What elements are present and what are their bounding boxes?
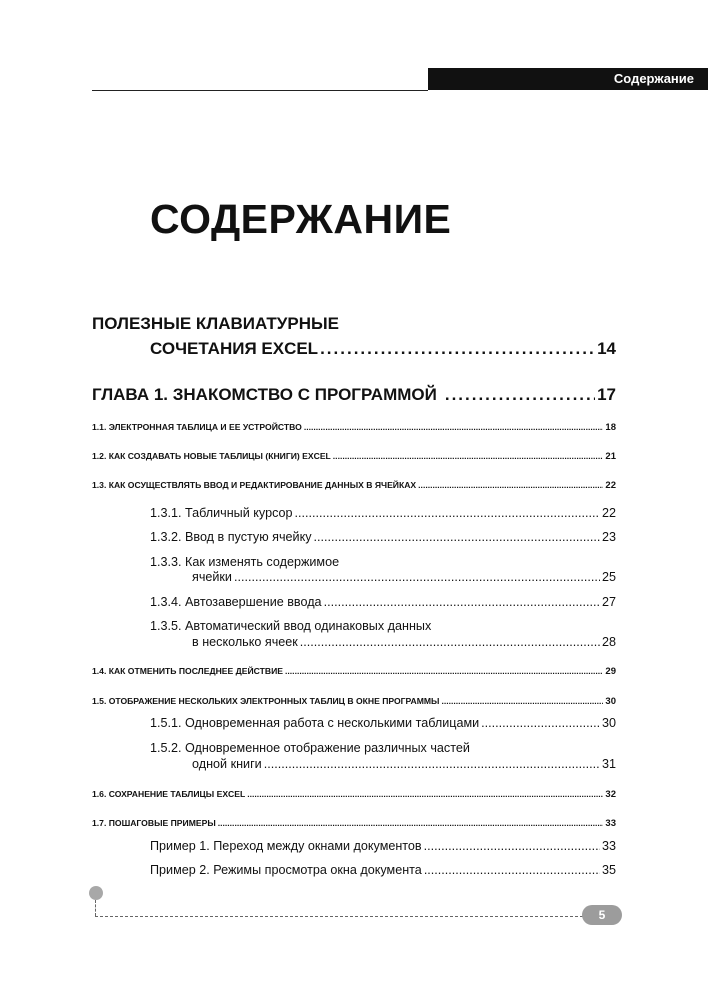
toc-subsection-title: ячейки	[192, 570, 232, 584]
toc-page-number: 25	[601, 570, 616, 584]
leader-dots	[218, 818, 604, 828]
toc-subsection-title: Пример 2. Режимы просмотра окна документа	[150, 863, 422, 877]
toc-page-number: 28	[601, 635, 616, 649]
toc-subsection-title-line1[interactable]: 1.3.5. Автоматический ввод одинаковых данных	[150, 619, 432, 633]
toc-subsection-entry[interactable]	[150, 595, 616, 609]
toc-chapter-title: ГЛАВА 1. ЗНАКОМСТВО С ПРОГРАММОЙ	[92, 385, 437, 404]
toc-section-entry[interactable]	[92, 789, 616, 800]
toc-page-number: 18	[605, 422, 616, 433]
leader-dots	[314, 530, 600, 544]
toc-section-title: 1.5. ОТОБРАЖЕНИЕ НЕСКОЛЬКИХ ЭЛЕКТРОННЫХ ТАБЛИЦ В ОКНЕ ПРОГРАММЫ	[92, 696, 440, 706]
toc-section-entry[interactable]	[92, 818, 616, 829]
toc-page-number: 14	[597, 339, 616, 358]
toc-section-title: 1.2. КАК СОЗДАВАТЬ НОВЫЕ ТАБЛИЦЫ (КНИГИ) EXCEL	[92, 451, 331, 461]
toc-page-number: 33	[605, 818, 616, 829]
leader-dots	[418, 480, 603, 490]
toc-page-number: 23	[601, 530, 616, 544]
toc-page-number: 35	[601, 863, 616, 877]
toc-section-entry[interactable]	[92, 422, 616, 433]
toc-page-number: 29	[605, 666, 616, 677]
leader-dots	[320, 339, 595, 359]
toc-subsection-title: 1.3.2. Ввод в пустую ячейку	[150, 530, 312, 544]
toc-section-entry[interactable]	[92, 666, 616, 677]
toc-part-title-line1[interactable]: ПОЛЕЗНЫЕ КЛАВИАТУРНЫЕ	[92, 314, 339, 333]
footer-dashed-vertical-line	[95, 900, 96, 916]
toc-section-title: 1.3. КАК ОСУЩЕСТВЛЯТЬ ВВОД И РЕДАКТИРОВАНИЕ ДАННЫХ В ЯЧЕЙКАХ	[92, 480, 417, 490]
toc-section-entry[interactable]	[92, 451, 616, 462]
toc-subsection-title: в несколько ячеек	[192, 635, 298, 649]
toc-page-number: 27	[601, 595, 616, 609]
leader-dots	[247, 789, 603, 799]
leader-dots	[441, 696, 603, 706]
toc-section-title: 1.6. СОХРАНЕНИЕ ТАБЛИЦЫ EXCEL	[92, 789, 246, 799]
toc-subsection-entry[interactable]	[192, 635, 616, 649]
toc-page-number: 22	[601, 506, 616, 520]
toc-chapter-entry[interactable]	[92, 385, 616, 405]
toc-subsection-entry[interactable]	[150, 530, 616, 544]
toc-subsection-entry[interactable]	[150, 716, 616, 730]
leader-dots	[424, 863, 600, 877]
toc-subsection-title: одной книги	[192, 757, 262, 771]
toc-subsection-title: 1.3.4. Автозавершение ввода	[150, 595, 322, 609]
page-title: СОДЕРЖАНИЕ	[150, 196, 452, 242]
leader-dots	[264, 757, 600, 771]
toc-subsection-title: Пример 1. Переход между окнами документов	[150, 839, 422, 853]
leader-dots	[333, 451, 604, 461]
leader-dots	[424, 839, 600, 853]
leader-dots	[324, 595, 600, 609]
leader-dots	[300, 635, 600, 649]
toc-page-number: 30	[601, 716, 616, 730]
footer-dashed-horizontal-line	[95, 916, 583, 917]
toc-page-number: 33	[601, 839, 616, 853]
toc-page-number: 17	[597, 385, 616, 404]
toc-page-number: 22	[605, 480, 616, 491]
leader-dots	[304, 422, 604, 432]
toc-section-title: 1.4. КАК ОТМЕНИТЬ ПОСЛЕДНЕЕ ДЕЙСТВИЕ	[92, 666, 284, 676]
toc-part-entry[interactable]	[150, 339, 616, 359]
toc-page-number: 31	[601, 757, 616, 771]
footer-circle-ornament	[89, 886, 103, 900]
toc-subsection-title: 1.3.1. Табличный курсор	[150, 506, 293, 520]
toc-section-title: 1.7. ПОШАГОВЫЕ ПРИМЕРЫ	[92, 818, 216, 828]
toc-page-number: 30	[605, 696, 616, 707]
toc-subsection-entry[interactable]	[192, 757, 616, 771]
toc-subsection-title-line1[interactable]: 1.5.2. Одновременное отображение различных частей	[150, 741, 470, 755]
toc-part-title-line2: СОЧЕТАНИЯ EXCEL	[150, 339, 319, 358]
leader-dots	[445, 385, 595, 405]
toc-page-number: 21	[605, 451, 616, 462]
toc-subsection-entry[interactable]	[150, 863, 616, 877]
running-header: Содержание	[428, 68, 708, 90]
page-number-badge: 5	[582, 905, 622, 925]
toc-subsection-entry[interactable]	[192, 570, 616, 584]
leader-dots	[295, 506, 600, 520]
toc-subsection-entry[interactable]	[150, 506, 616, 520]
toc-section-entry[interactable]	[92, 480, 616, 491]
toc-subsection-title: 1.5.1. Одновременная работа с несколькими таблицами	[150, 716, 480, 730]
toc-page-number: 32	[605, 789, 616, 800]
leader-dots	[234, 570, 600, 584]
toc-section-title: 1.1. ЭЛЕКТРОННАЯ ТАБЛИЦА И ЕЕ УСТРОЙСТВО	[92, 422, 302, 432]
toc-section-entry[interactable]	[92, 696, 616, 707]
toc-subsection-entry[interactable]	[150, 839, 616, 853]
toc-subsection-title-line1[interactable]: 1.3.3. Как изменять содержимое	[150, 555, 340, 569]
leader-dots	[285, 666, 603, 676]
leader-dots	[481, 716, 600, 730]
